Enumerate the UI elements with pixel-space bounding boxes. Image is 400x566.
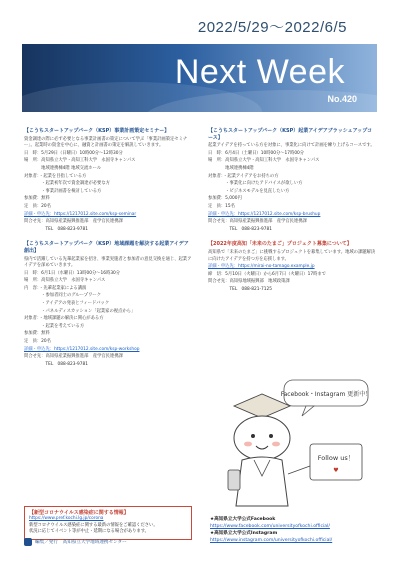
article-line: 問合せ先：高知県産業振興推進部 産学官民連携課 bbox=[24, 354, 123, 360]
article-link[interactable]: 詳細・申込先：https://1217012.site.com/ksp-workshop bbox=[24, 346, 140, 352]
smartphone-icon bbox=[228, 470, 240, 490]
article-line: 日 時：5月29日（日曜日）10時00分～12時30分 bbox=[24, 150, 123, 156]
article-line: ・アイデアの発表とフィードバック bbox=[24, 301, 110, 307]
article-line: 定 員：20名 bbox=[24, 339, 51, 345]
article bbox=[208, 128, 376, 233]
article-title: 【2022年度高知「未来のたまご」プロジェクト募集について】 bbox=[208, 241, 352, 248]
facebook-label: ★高知県立大学公式Facebook bbox=[210, 517, 276, 522]
article-line: 内 容：・先輩起業家による講演 bbox=[24, 285, 87, 291]
article bbox=[24, 241, 192, 368]
article-line: TEL 088-823-9781 bbox=[24, 361, 88, 367]
article-line: TEL 088-823-9781 bbox=[208, 226, 272, 232]
university-logo-icon bbox=[24, 538, 32, 546]
article-line: 対象者：・地域課題の解決に関心がある方 bbox=[24, 316, 104, 322]
follow-us-text: Follow us！ bbox=[317, 454, 355, 462]
article-line: 日 時：6月4日（土曜日）10時00分～17時00分 bbox=[208, 150, 305, 156]
publisher-text: 編集／発行 高知県立大学地域連携センター bbox=[35, 540, 127, 545]
article-line: 地域連携棟4階 地域交流ホール bbox=[24, 165, 102, 171]
article-line: 問合せ先：高知県産業振興推進部 産学官民連携課 bbox=[208, 219, 307, 225]
article bbox=[208, 241, 376, 293]
article-line: ・事業計画書を検討している方 bbox=[24, 188, 102, 194]
sns-links bbox=[210, 516, 378, 544]
article-line: 参加費：5,000円 bbox=[208, 196, 242, 202]
article-line: 対象者：・起業アイデアをお持ちの方 bbox=[208, 173, 279, 179]
article-line: ・事業化に向けたアドバイスが欲しい方 bbox=[208, 181, 303, 187]
instagram-label: ★高知県立大学公式Instagram bbox=[210, 531, 278, 536]
article-link[interactable]: 詳細・申込先：https://1217012.site.com/ksp-seminar bbox=[24, 211, 137, 217]
article-line: 高知県で「未来のたまご」に挑戦するプロジェクトを募集しています。地域の課題解決に向けたアイデアを持つ方を応援します。 bbox=[208, 249, 376, 262]
article-link[interactable]: 詳細・申込先：https://mirai-no-tamago.example.jp bbox=[208, 264, 315, 270]
article-line: 対象者：・起業を目指している方 bbox=[24, 173, 87, 179]
article-line: ・起業初年次で資金調達が必要な方 bbox=[24, 181, 110, 187]
article-line: 問合せ先：高知県地域振興部 地域政策課 bbox=[208, 279, 290, 285]
article-line: 地域連携棟4階 bbox=[208, 165, 254, 171]
speech-bubble-text: Facebook・Instagram 更新中！ bbox=[280, 391, 372, 398]
newsletter-page bbox=[22, 8, 377, 558]
date-range: 2022/5/29～2022/6/5 bbox=[197, 19, 347, 36]
article-link[interactable]: 詳細・申込先：https://1217012.site.com/ksp-brushup bbox=[208, 211, 321, 217]
article-line: ・パネルディスカッション「起業家の視点から」 bbox=[24, 308, 136, 314]
mascot-body bbox=[236, 457, 288, 506]
article-line: 定 員：20名 bbox=[24, 203, 51, 209]
article-line: 問合せ先：高知県産業振興推進部 産学官民連携課 bbox=[24, 219, 123, 225]
publisher-footer bbox=[24, 538, 224, 546]
article-line: TEL 088-821-7125 bbox=[208, 286, 272, 292]
follow-us-tag bbox=[310, 444, 362, 480]
article-line: 起業アイデアを持っている方を対象に、事業化に向けて計画を練り上げるコースです。 bbox=[208, 143, 375, 149]
instagram-link[interactable]: https://www.instagram.com/universityofkochi.official/ bbox=[210, 538, 333, 543]
article-line: ・起業を考えている方 bbox=[24, 323, 85, 329]
notice-line: 状況に応じてイベント等が中止・延期になる場合があります。 bbox=[29, 529, 149, 535]
article-line: 場 所：高知県立大学・高知工科大学 永国寺キャンパス bbox=[24, 158, 136, 164]
article-title: 【こうちスタートアップパーク（KSP）事業計画策定セミナー】 bbox=[24, 128, 170, 134]
newsletter-title: Next Week bbox=[174, 53, 345, 91]
article-line: 場 所：高知県立大学 永国寺キャンパス bbox=[24, 278, 106, 284]
svg-text:♥: ♥ bbox=[333, 467, 339, 474]
facebook-link[interactable]: https://www.facebook.com/universityofkochi.official/ bbox=[210, 524, 330, 529]
notice-line: 新型コロナウイルス感染症に関する最新の情報をご確認ください。 bbox=[29, 522, 158, 528]
article-line: 締 切：5月10日（火曜日）から6月7日（火曜日）17時まで bbox=[208, 271, 326, 277]
article-line: 場 所：高知県立大学・高知工科大学 永国寺キャンパス bbox=[208, 158, 320, 164]
article-line: 参加費：無料 bbox=[24, 196, 50, 202]
left-column bbox=[24, 128, 192, 376]
article-line: 資金調達の際に必ず必要となる事業計画書の策定について学ぶ「事業計画策定セミナー」。起業時の資金を中心に、融資と計画書の策定を解説していきます。 bbox=[24, 136, 188, 149]
article-line: ・参加者同士のグループワーク bbox=[24, 293, 101, 299]
mascot-illustration bbox=[218, 374, 374, 514]
article-title: 【こうちスタートアップパーク（KSP）地域課題を解決する起業アイデア創出】 bbox=[24, 241, 189, 254]
covid-notice-box bbox=[24, 506, 192, 540]
article-line: 参加費：無料 bbox=[24, 331, 50, 337]
mascot-head bbox=[234, 416, 290, 460]
article-line: 定 員：15名 bbox=[208, 203, 235, 209]
article-line: 県内で活躍している先輩起業家を招き、事業実施者と参加者の意見交換を通じ、起業アイデアを深めていきます。 bbox=[24, 256, 192, 269]
article bbox=[24, 128, 192, 233]
article-title: 【こうちスタートアップパーク（KSP）起業アイデアブラッシュアップコース】 bbox=[208, 128, 372, 141]
title-banner bbox=[22, 44, 377, 112]
notice-title: 【新型コロナウイルス感染症に関する情報】 bbox=[29, 510, 129, 516]
notice-link[interactable]: https://www.pref.kochi.lg.jp/corona bbox=[29, 516, 104, 522]
article-line: ・ビジネスモデルを見直したい方 bbox=[208, 188, 290, 194]
article-line: 日 時：6月1日（水曜日）13時00分～16時30分 bbox=[24, 270, 121, 276]
right-column bbox=[208, 128, 376, 301]
issue-number: No.420 bbox=[327, 94, 357, 104]
article-line: TEL 088-823-9781 bbox=[24, 226, 88, 232]
